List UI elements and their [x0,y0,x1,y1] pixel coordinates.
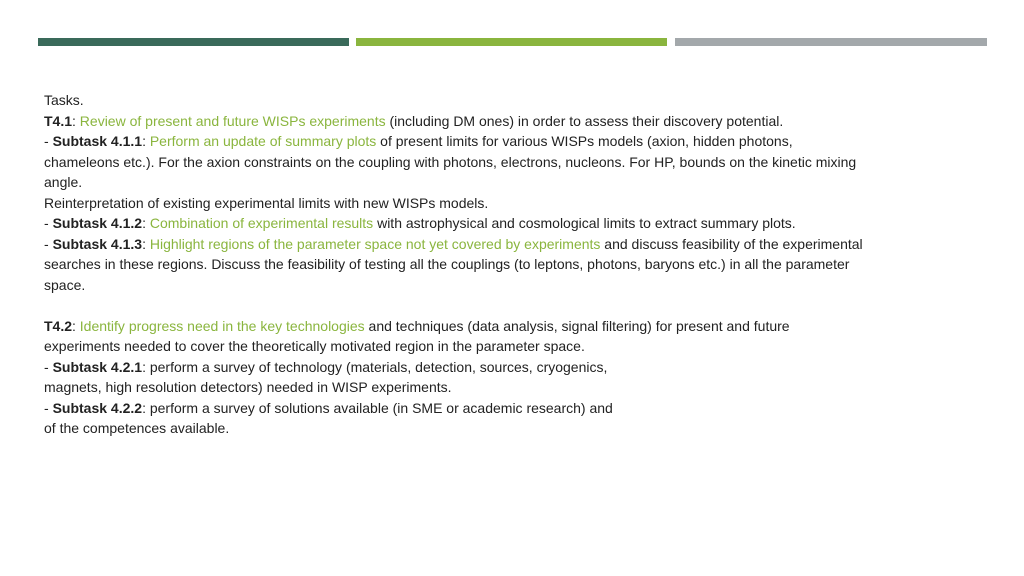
subtask-text: of present limits for various WISPs models (axion, hidden photons, [376,133,793,149]
header-decoration-bars [38,38,987,46]
bullet-dash: - [44,133,53,149]
task-text: and techniques (data analysis, signal filtering) for present and future [364,317,790,334]
subtask-4-1-1-cont: chameleons etc.). For the axion constraints on the coupling with photons, electrons, nucleons. For HP, bounds on the kinetic mixing [44,153,857,170]
task-4-2 [44,316,974,337]
subtask-text: : perform a survey of technology (materials, detection, sources, cryogenics, [142,358,608,375]
header-bar-green [356,38,667,46]
task-separator: : [72,112,80,129]
task-text: (including DM ones) in order to assess their discovery potential. [385,112,784,129]
subtask-id: Subtask 4.2.2 [52,399,143,416]
subtask-4-2-2-cont: of the competences available. [44,420,230,436]
task-id: T4.2 [44,317,73,334]
subtask-id: Subtask 4.1.3 [52,235,143,252]
subtask-separator: : [142,215,150,231]
subtask-4-1-1 [44,131,974,152]
subtask-id: Subtask 4.1.2 [52,215,143,231]
subtask-highlight: Perform an update of summary plots [149,133,377,149]
subtask-text: with astrophysical and cosmological limits to extract summary plots. [373,215,796,231]
task-4-1 [44,111,974,132]
task-separator: : [72,317,80,334]
bullet-dash: - [44,399,53,416]
subtask-4-2-1 [44,357,974,378]
bullet-dash: - [44,235,53,252]
subtask-4-2-1-cont: magnets, high resolution detectors) needed in WISP experiments. [44,379,452,395]
tasks-label: Tasks. [44,92,84,108]
subtask-text: and discuss feasibility of the experimental [600,235,863,252]
subtask-id: Subtask 4.1.1 [52,133,143,149]
task-highlight: Identify progress need in the key technologies [79,317,365,334]
subtask-highlight: Highlight regions of the parameter space not yet covered by experiments [149,235,601,252]
task-highlight: Review of present and future WISPs experiments [79,112,386,129]
subtask-id: Subtask 4.2.1 [52,358,143,375]
subtask-4-1-3-cont: space. [44,276,86,293]
task-4-2-cont: experiments needed to cover the theoretically motivated region in the parameter space. [44,338,585,354]
subtask-4-2-2 [44,398,974,419]
bullet-dash: - [44,358,53,375]
task-id: T4.1 [44,112,73,129]
header-bar-dark [38,38,349,46]
subtask-highlight: Combination of experimental results [149,215,374,231]
slide-body [44,90,974,439]
subtask-text: : perform a survey of solutions available (in SME or academic research) and [142,399,613,416]
subtask-separator: : [142,235,150,252]
subtask-4-1-1-cont: angle. [44,174,83,190]
bullet-dash: - [44,215,53,231]
subtask-separator: : [142,133,150,149]
header-bar-grey [675,38,987,46]
subtask-4-1-3 [44,234,974,255]
subtask-4-1-1-reinterpretation: Reinterpretation of existing experimental limits with new WISPs models. [44,194,489,211]
subtask-4-1-2 [44,213,974,234]
paragraph-gap [44,295,974,316]
subtask-4-1-3-cont: searches in these regions. Discuss the feasibility of testing all the couplings (to leptons, photons, baryons etc.) in all the parameter [44,256,850,272]
